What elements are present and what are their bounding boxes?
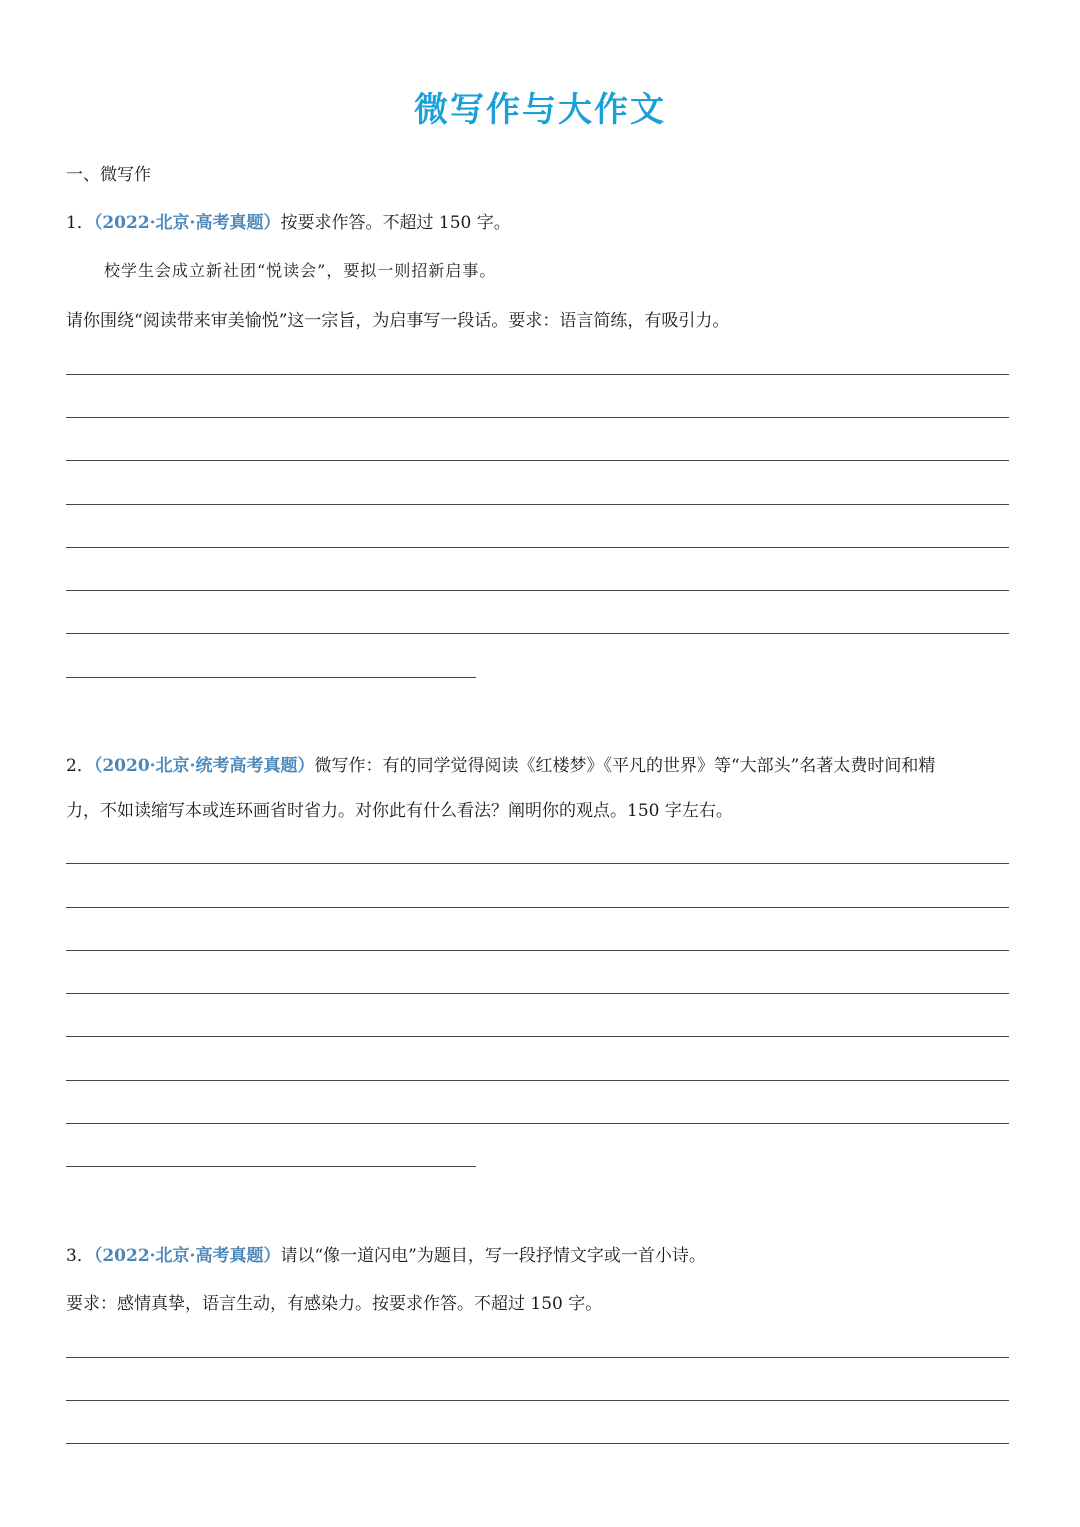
question-3-requirement: 要求：感情真挚，语言生动，有感染力。按要求作答。不超过 150 字。 bbox=[66, 1294, 603, 1314]
answer-line[interactable] bbox=[66, 1036, 1009, 1037]
question-2 bbox=[66, 751, 935, 776]
question-3-source: （2022·北京·高考真题） bbox=[93, 1246, 281, 1266]
question-3 bbox=[66, 1241, 706, 1266]
answer-line[interactable] bbox=[66, 460, 1009, 461]
question-1-text: 按要求作答。不超过 150 字。 bbox=[280, 213, 511, 233]
answer-line[interactable] bbox=[66, 1166, 476, 1167]
question-2-source: （2020·北京·统考高考真题） bbox=[93, 756, 315, 776]
question-3-text: 请以“像一道闪电”为题目，写一段抒情文字或一首小诗。 bbox=[280, 1246, 706, 1266]
answer-line[interactable] bbox=[66, 950, 1009, 951]
question-1-source: （2022·北京·高考真题） bbox=[93, 213, 281, 233]
answer-line[interactable] bbox=[66, 1443, 1009, 1444]
answer-line[interactable] bbox=[66, 1123, 1009, 1124]
answer-line[interactable] bbox=[66, 417, 1009, 418]
question-1-requirement: 请你围绕“阅读带来审美愉悦”这一宗旨，为启事写一段话。要求：语言简练，有吸引力。 bbox=[66, 311, 730, 331]
answer-line[interactable] bbox=[66, 677, 476, 678]
question-3-number: 3． bbox=[66, 1246, 94, 1266]
answer-line[interactable] bbox=[66, 374, 1009, 375]
page-title: 微写作与大作文 bbox=[414, 90, 666, 130]
answer-line[interactable] bbox=[66, 907, 1009, 908]
question-1-number: 1． bbox=[66, 213, 94, 233]
question-2-number: 2． bbox=[66, 756, 94, 776]
answer-line[interactable] bbox=[66, 633, 1009, 634]
answer-line[interactable] bbox=[66, 547, 1009, 548]
answer-line[interactable] bbox=[66, 863, 1009, 864]
answer-line[interactable] bbox=[66, 1357, 1009, 1358]
question-1-prompt: 校学生会成立新社团“悦读会”，要拟一则招新启事。 bbox=[104, 261, 497, 280]
answer-line[interactable] bbox=[66, 993, 1009, 994]
section-heading: 一、微写作 bbox=[66, 165, 151, 185]
answer-line[interactable] bbox=[66, 504, 1009, 505]
answer-line[interactable] bbox=[66, 1400, 1009, 1401]
question-2-text-line-2: 力，不如读缩写本或连环画省时省力。对你此有什么看法？阐明你的观点。150 字左右。 bbox=[66, 801, 733, 821]
question-1 bbox=[66, 208, 511, 233]
answer-line[interactable] bbox=[66, 1080, 1009, 1081]
question-2-text-line-1: 微写作：有的同学觉得阅读《红楼梦》《平凡的世界》等“大部头”名著太费时间和精 bbox=[314, 756, 936, 776]
answer-line[interactable] bbox=[66, 590, 1009, 591]
